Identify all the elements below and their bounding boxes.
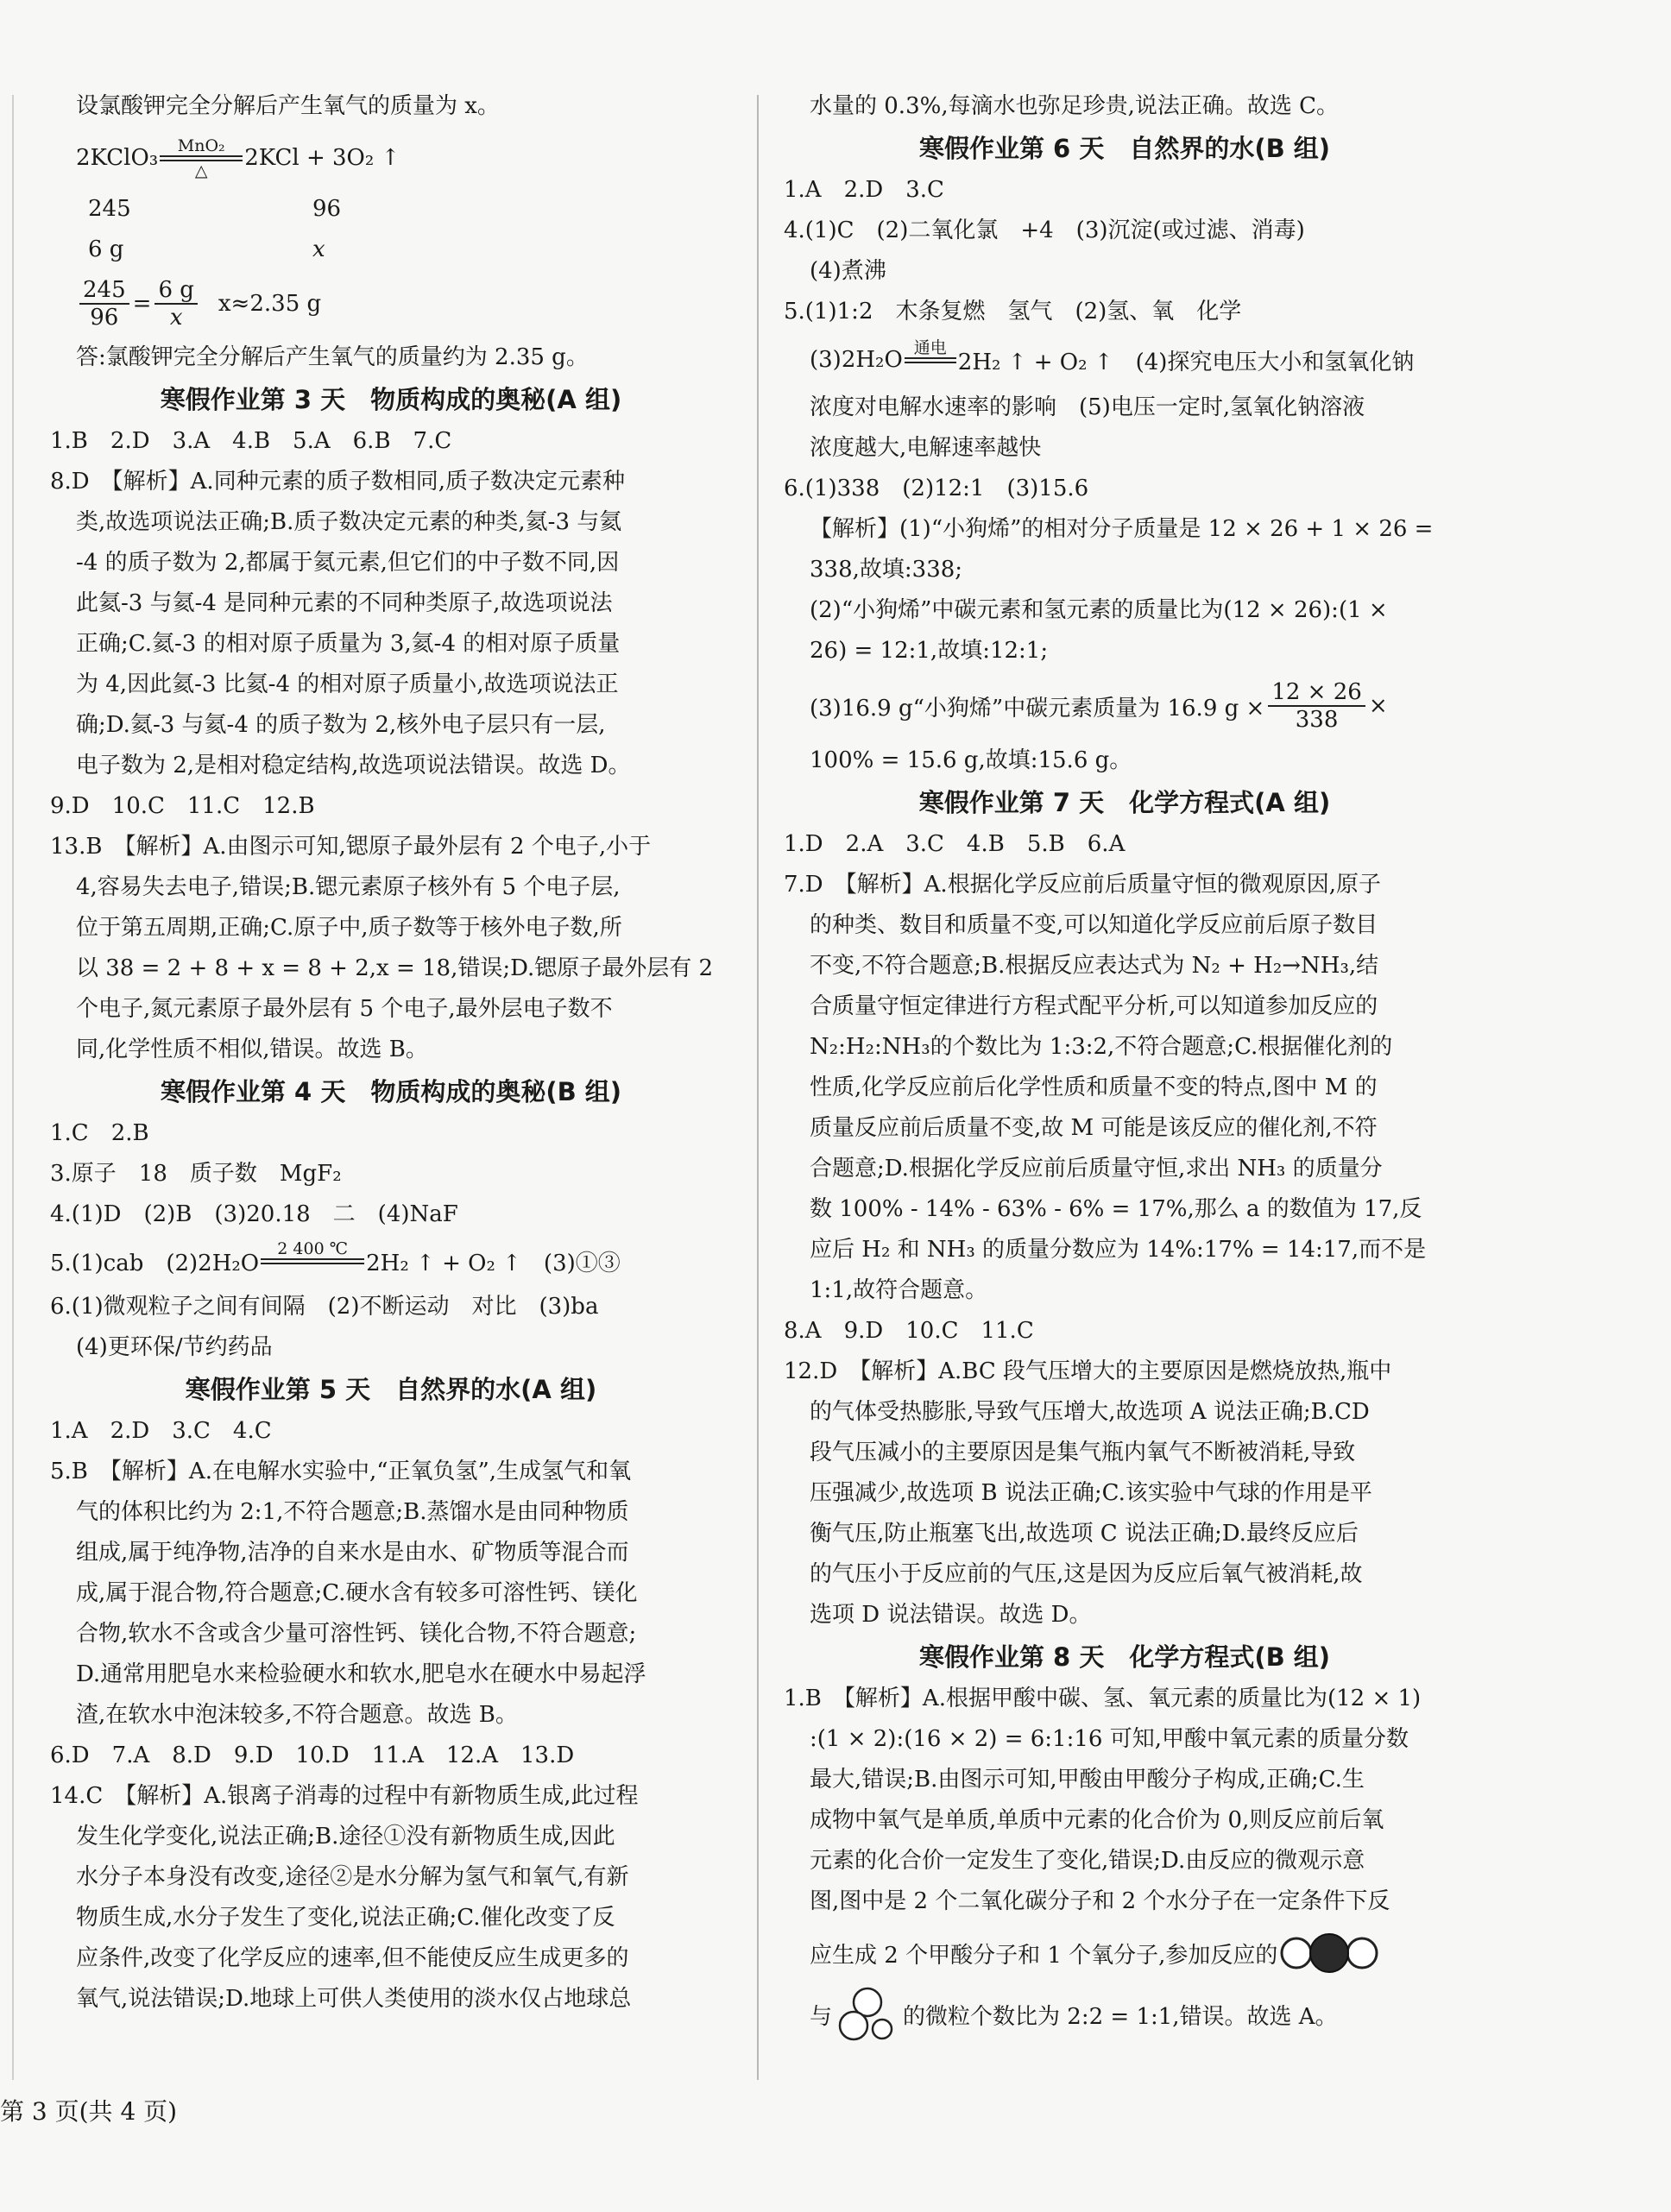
text-line: 的微粒个数比为 2:2 = 1:1,错误。故选 A。 bbox=[903, 2003, 1338, 2030]
text-line: -4 的质子数为 2,都属于氦元素,但它们的中子数不同,因 bbox=[76, 550, 620, 576]
answer-line: 6.(1)微观粒子之间有间隔 (2)不断运动 对比 (3)ba bbox=[50, 1294, 599, 1320]
page-number: 第 3 页(共 4 页) bbox=[0, 2097, 178, 2126]
column-divider bbox=[757, 95, 759, 2080]
equation-product: 2H₂ ↑ + O₂ ↑ (3)①③ bbox=[366, 1250, 621, 1276]
equation-reactant: 2KClO₃ bbox=[76, 145, 159, 171]
times-sign: × bbox=[1368, 693, 1388, 719]
text-line: 浓度越大,电解速率越快 bbox=[810, 435, 1042, 461]
text-line: 确;D.氦-3 与氦-4 的质子数为 2,核外电子层只有一层, bbox=[76, 712, 606, 738]
right-column bbox=[784, 86, 1466, 2048]
text-line: 水量的 0.3%,每滴水也弥足珍贵,说法正确。故选 C。 bbox=[810, 93, 1340, 119]
text-line: 最大,错误;B.由图示可知,甲酸由甲酸分子构成,正确;C.生 bbox=[810, 1767, 1365, 1793]
text-line: 位于第五周期,正确;C.原子中,质子数等于核外电子数,所 bbox=[76, 915, 622, 941]
text-line: :(1 × 2):(16 × 2) = 6:1:16 可知,甲酸中氧元素的质量分数 bbox=[810, 1726, 1409, 1752]
text-line: 个电子,氮元素原子最外层有 5 个电子,最外层电子数不 bbox=[76, 996, 613, 1022]
text-line: N₂:H₂:NH₃的个数比为 1:3:2,不符合题意;C.根据催化剂的 bbox=[810, 1034, 1393, 1060]
mass-value: x bbox=[312, 236, 325, 262]
text-line: 不变,不符合题意;B.根据反应表达式为 N₂ + H₂→NH₃,结 bbox=[810, 953, 1379, 979]
text-line: (4)煮沸 bbox=[810, 258, 886, 284]
denominator: 96 bbox=[90, 305, 119, 331]
text-line: D.通常用肥皂水来检验硬水和软水,肥皂水在硬水中易起浮 bbox=[76, 1661, 646, 1687]
chemical-equation bbox=[784, 336, 1466, 384]
denominator: x bbox=[169, 305, 183, 331]
text-line: 组成,属于纯净物,洁净的自来水是由水、矿物质等混合而 bbox=[76, 1540, 629, 1566]
equation-reactant: (3)2H₂O bbox=[810, 347, 903, 373]
answer-line: 1.D 2.A 3.C 4.B 5.B 6.A bbox=[784, 831, 1126, 857]
text-line: 正确;C.氦-3 的相对原子质量为 3,氦-4 的相对原子质量 bbox=[76, 631, 621, 657]
answer-line: 5.B 【解析】A.在电解水实验中,“正氧负氢”,生成氢气和氧 bbox=[50, 1459, 632, 1484]
equals-sign bbox=[160, 155, 243, 161]
text-line: 与 bbox=[810, 2003, 833, 2030]
text-line: 图,图中是 2 个二氧化碳分子和 2 个水分子在一定条件下反 bbox=[810, 1888, 1390, 1914]
answer-line: 8.A 9.D 10.C 11.C bbox=[784, 1318, 1034, 1344]
text-line: 元素的化合价一定发生了变化,错误;D.由反应的微观示意 bbox=[810, 1848, 1365, 1874]
electrolysis-label: 通电 bbox=[913, 337, 947, 357]
calculation-text: (3)16.9 g“小狗烯”中碳元素质量为 16.9 g × bbox=[810, 695, 1265, 722]
text-line: (4)更环保/节约药品 bbox=[76, 1334, 273, 1360]
text-line: 段气压减小的主要原因是集气瓶内氧气不断被消耗,导致 bbox=[810, 1440, 1356, 1465]
text-line: 应生成 2 个甲酸分子和 1 个氧分子,参加反应的 bbox=[810, 1942, 1278, 1969]
answer-line: 1.B 【解析】A.根据甲酸中碳、氢、氧元素的质量比为(12 × 1) bbox=[784, 1686, 1422, 1711]
text-line: 100% = 15.6 g,故填:15.6 g。 bbox=[810, 747, 1132, 773]
page-edge-line bbox=[12, 95, 14, 2080]
answer-line: 7.D 【解析】A.根据化学反应前后质量守恒的微观原因,原子 bbox=[784, 872, 1381, 898]
proportion: $\frac{245}{96}$ = $\frac{6 g}{x}$ x≈2.35 g bbox=[50, 274, 732, 334]
answer-line: 1.C 2.B bbox=[50, 1120, 149, 1146]
heat-symbol: △ bbox=[194, 161, 208, 180]
molecule-line bbox=[784, 1925, 1466, 1981]
answer-line: 5.(1)1:2 木条复燃 氢气 (2)氢、氧 化学 bbox=[784, 299, 1242, 325]
answer-line: 3.原子 18 质子数 MgF₂ bbox=[50, 1161, 342, 1187]
calculation-line bbox=[784, 675, 1466, 737]
text-line: 以 38 = 2 + 8 + x = 8 + 2,x = 18,错误;D.锶原子最外层有 2 bbox=[76, 955, 714, 981]
molecule-line bbox=[784, 1984, 1466, 2045]
chemical-equation bbox=[50, 130, 732, 186]
text-line: 成,属于混合物,符合题意;C.硬水含有较多可溶性钙、镁化 bbox=[76, 1580, 638, 1606]
text-line: 1:1,故符合题意。 bbox=[810, 1277, 988, 1303]
fraction bbox=[154, 277, 197, 331]
answer-line: 8.D 【解析】A.同种元素的质子数相同,质子数决定元素种 bbox=[50, 469, 625, 495]
answer-line: 14.C 【解析】A.银离子消毒的过程中有新物质生成,此过程 bbox=[50, 1783, 639, 1809]
answer-line: 12.D 【解析】A.BC 段气压增大的主要原因是燃烧放热,瓶中 bbox=[784, 1358, 1392, 1384]
answer-line: 答:氯酸钾完全分解后产生氧气的质量约为 2.35 g。 bbox=[76, 344, 589, 370]
text-line: 水分子本身没有改变,途径②是水分解为氢气和氧气,有新 bbox=[76, 1864, 629, 1890]
equals-sign bbox=[905, 357, 956, 363]
left-column bbox=[50, 86, 732, 2020]
mass-row bbox=[50, 189, 732, 230]
co2-molecule-icon bbox=[1277, 1932, 1381, 1974]
text-line: 合物,软水不含或含少量可溶性钙、镁化合物,不符合题意; bbox=[76, 1621, 637, 1647]
answer-line: 6.(1)338 (2)12:1 (3)15.6 bbox=[784, 476, 1089, 501]
answer-line: 6.D 7.A 8.D 9.D 10.D 11.A 12.A 13.D bbox=[50, 1743, 575, 1768]
text-line: 电子数为 2,是相对稳定结构,故选项说法错误。故选 D。 bbox=[76, 753, 631, 778]
reaction-condition bbox=[905, 338, 956, 382]
text-line: (2)“小狗烯”中碳元素和氢元素的质量比为(12 × 26):(1 × bbox=[810, 597, 1388, 623]
text-line: 发生化学变化,说法正确;B.途径①没有新物质生成,因此 bbox=[76, 1824, 615, 1850]
numerator: 245 bbox=[79, 277, 129, 305]
text-line: 为 4,因此氦-3 比氦-4 的相对原子质量小,故选项说法正 bbox=[76, 671, 619, 697]
equation-product: 2KCl + 3O₂ ↑ bbox=[244, 145, 400, 171]
section-heading: 寒假作业第 5 天 自然界的水(A 组) bbox=[185, 1375, 597, 1404]
text-line: 成物中氧气是单质,单质中元素的化合价为 0,则反应前后氧 bbox=[810, 1807, 1384, 1833]
answer-line: 4.(1)D (2)B (3)20.18 二 (4)NaF bbox=[50, 1201, 458, 1227]
temperature-label: 2 400 ℃ bbox=[277, 1238, 348, 1258]
text-line: 4,容易失去电子,错误;B.锶元素原子核外有 5 个电子层, bbox=[76, 874, 621, 900]
text-line: 气的体积比约为 2:1,不符合题意;B.蒸馏水是由同种物质 bbox=[76, 1499, 629, 1525]
text-line: 渣,在软水中泡沫较多,不符合题意。故选 B。 bbox=[76, 1702, 518, 1728]
answer-line: 1.A 2.D 3.C bbox=[784, 177, 944, 203]
equation-product: 2H₂ ↑ + O₂ ↑ (4)探究电压大小和氢氧化钠 bbox=[957, 349, 1415, 375]
text-line: 合题意;D.根据化学反应前后质量守恒,求出 NH₃ 的质量分 bbox=[810, 1156, 1383, 1182]
section-heading: 寒假作业第 3 天 物质构成的奥秘(A 组) bbox=[160, 385, 622, 414]
text-line: 压强减少,故选项 B 说法正确;C.该实验中气球的作用是平 bbox=[810, 1480, 1372, 1506]
text-line: 338,故填:338; bbox=[810, 557, 963, 583]
text-line: 质量反应前后质量不变,故 M 可能是该反应的催化剂,不符 bbox=[810, 1115, 1378, 1141]
answer-line: 1.A 2.D 3.C 4.C bbox=[50, 1418, 272, 1444]
text-line: 设氯酸钾完全分解后产生氧气的质量为 x。 bbox=[76, 93, 500, 119]
section-heading: 寒假作业第 7 天 化学方程式(A 组) bbox=[918, 788, 1331, 817]
mass-value: 245 bbox=[88, 196, 131, 222]
catalyst-label: MnO₂ bbox=[177, 135, 225, 155]
text-line: 应后 H₂ 和 NH₃ 的质量分数应为 14%:17% = 14:17,而不是 bbox=[810, 1237, 1427, 1263]
equation-reactant: 5.(1)cab (2)2H₂O bbox=[50, 1250, 260, 1276]
text-line: 物质生成,水分子发生了变化,说法正确;C.催化改变了反 bbox=[76, 1905, 615, 1931]
text-line: 性质,化学反应前后化学性质和质量不变的特点,图中 M 的 bbox=[810, 1074, 1378, 1100]
text-line: 【解析】(1)“小狗烯”的相对分子质量是 12 × 26 + 1 × 26 = bbox=[810, 516, 1434, 542]
water-molecule-icon bbox=[837, 1986, 898, 2043]
text-line: 的种类、数目和质量不变,可以知道化学反应前后原子数目 bbox=[810, 912, 1378, 938]
section-heading: 寒假作业第 6 天 自然界的水(B 组) bbox=[918, 134, 1331, 163]
text-line: 选项 D 说法错误。故选 D。 bbox=[810, 1602, 1092, 1628]
chemical-equation bbox=[50, 1238, 732, 1283]
text-line: 衡气压,防止瓶塞飞出,故选项 C 说法正确;D.最终反应后 bbox=[810, 1521, 1359, 1547]
fraction bbox=[79, 277, 129, 331]
fraction bbox=[1268, 679, 1365, 733]
reaction-condition bbox=[261, 1239, 364, 1283]
section-heading: 寒假作业第 4 天 物质构成的奥秘(B 组) bbox=[160, 1077, 622, 1106]
answer-line: 1.B 2.D 3.A 4.B 5.A 6.B 7.C bbox=[50, 428, 452, 454]
text-line: 氧气,说法错误;D.地球上可供人类使用的淡水仅占地球总 bbox=[76, 1986, 632, 2012]
numerator: 6 g bbox=[154, 277, 197, 305]
text-line: 此氦-3 与氦-4 是同种元素的不同种类原子,故选项说法 bbox=[76, 590, 613, 616]
equals-sign bbox=[261, 1258, 364, 1264]
text-line: 应条件,改变了化学反应的速率,但不能使反应生成更多的 bbox=[76, 1945, 629, 1971]
mass-value: 6 g bbox=[88, 236, 124, 262]
answer-line: 13.B 【解析】A.由图示可知,锶原子最外层有 2 个电子,小于 bbox=[50, 834, 652, 860]
result: x≈2.35 g bbox=[218, 291, 322, 317]
mass-value: 96 bbox=[312, 196, 342, 222]
text-line: 同,化学性质不相似,错误。故选 B。 bbox=[76, 1037, 428, 1062]
mass-row bbox=[50, 230, 732, 270]
text-line: 类,故选项说法正确;B.质子数决定元素的种类,氦-3 与氦 bbox=[76, 509, 622, 535]
section-heading: 寒假作业第 8 天 化学方程式(B 组) bbox=[918, 1642, 1331, 1672]
text-line: 的气体受热膨胀,导致气压增大,故选项 A 说法正确;B.CD bbox=[810, 1399, 1370, 1425]
text-line: 数 100% - 14% - 63% - 6% = 17%,那么 a 的数值为 17,反 bbox=[810, 1196, 1422, 1222]
text-line: 的气压小于反应前的气压,这是因为反应后氧气被消耗,故 bbox=[810, 1561, 1363, 1587]
text-line: 浓度对电解水速率的影响 (5)电压一定时,氢氧化钠溶液 bbox=[810, 394, 1365, 420]
text-line: 26) = 12:1,故填:12:1; bbox=[810, 638, 1049, 664]
reaction-condition bbox=[160, 136, 243, 180]
denominator: 338 bbox=[1295, 707, 1339, 733]
numerator: 12 × 26 bbox=[1268, 679, 1365, 707]
answer-line: 9.D 10.C 11.C 12.B bbox=[50, 793, 315, 819]
text-line: 合质量守恒定律进行方程式配平分析,可以知道参加反应的 bbox=[810, 993, 1378, 1019]
answer-line: 4.(1)C (2)二氧化氯 +4 (3)沉淀(或过滤、消毒) bbox=[784, 217, 1305, 243]
